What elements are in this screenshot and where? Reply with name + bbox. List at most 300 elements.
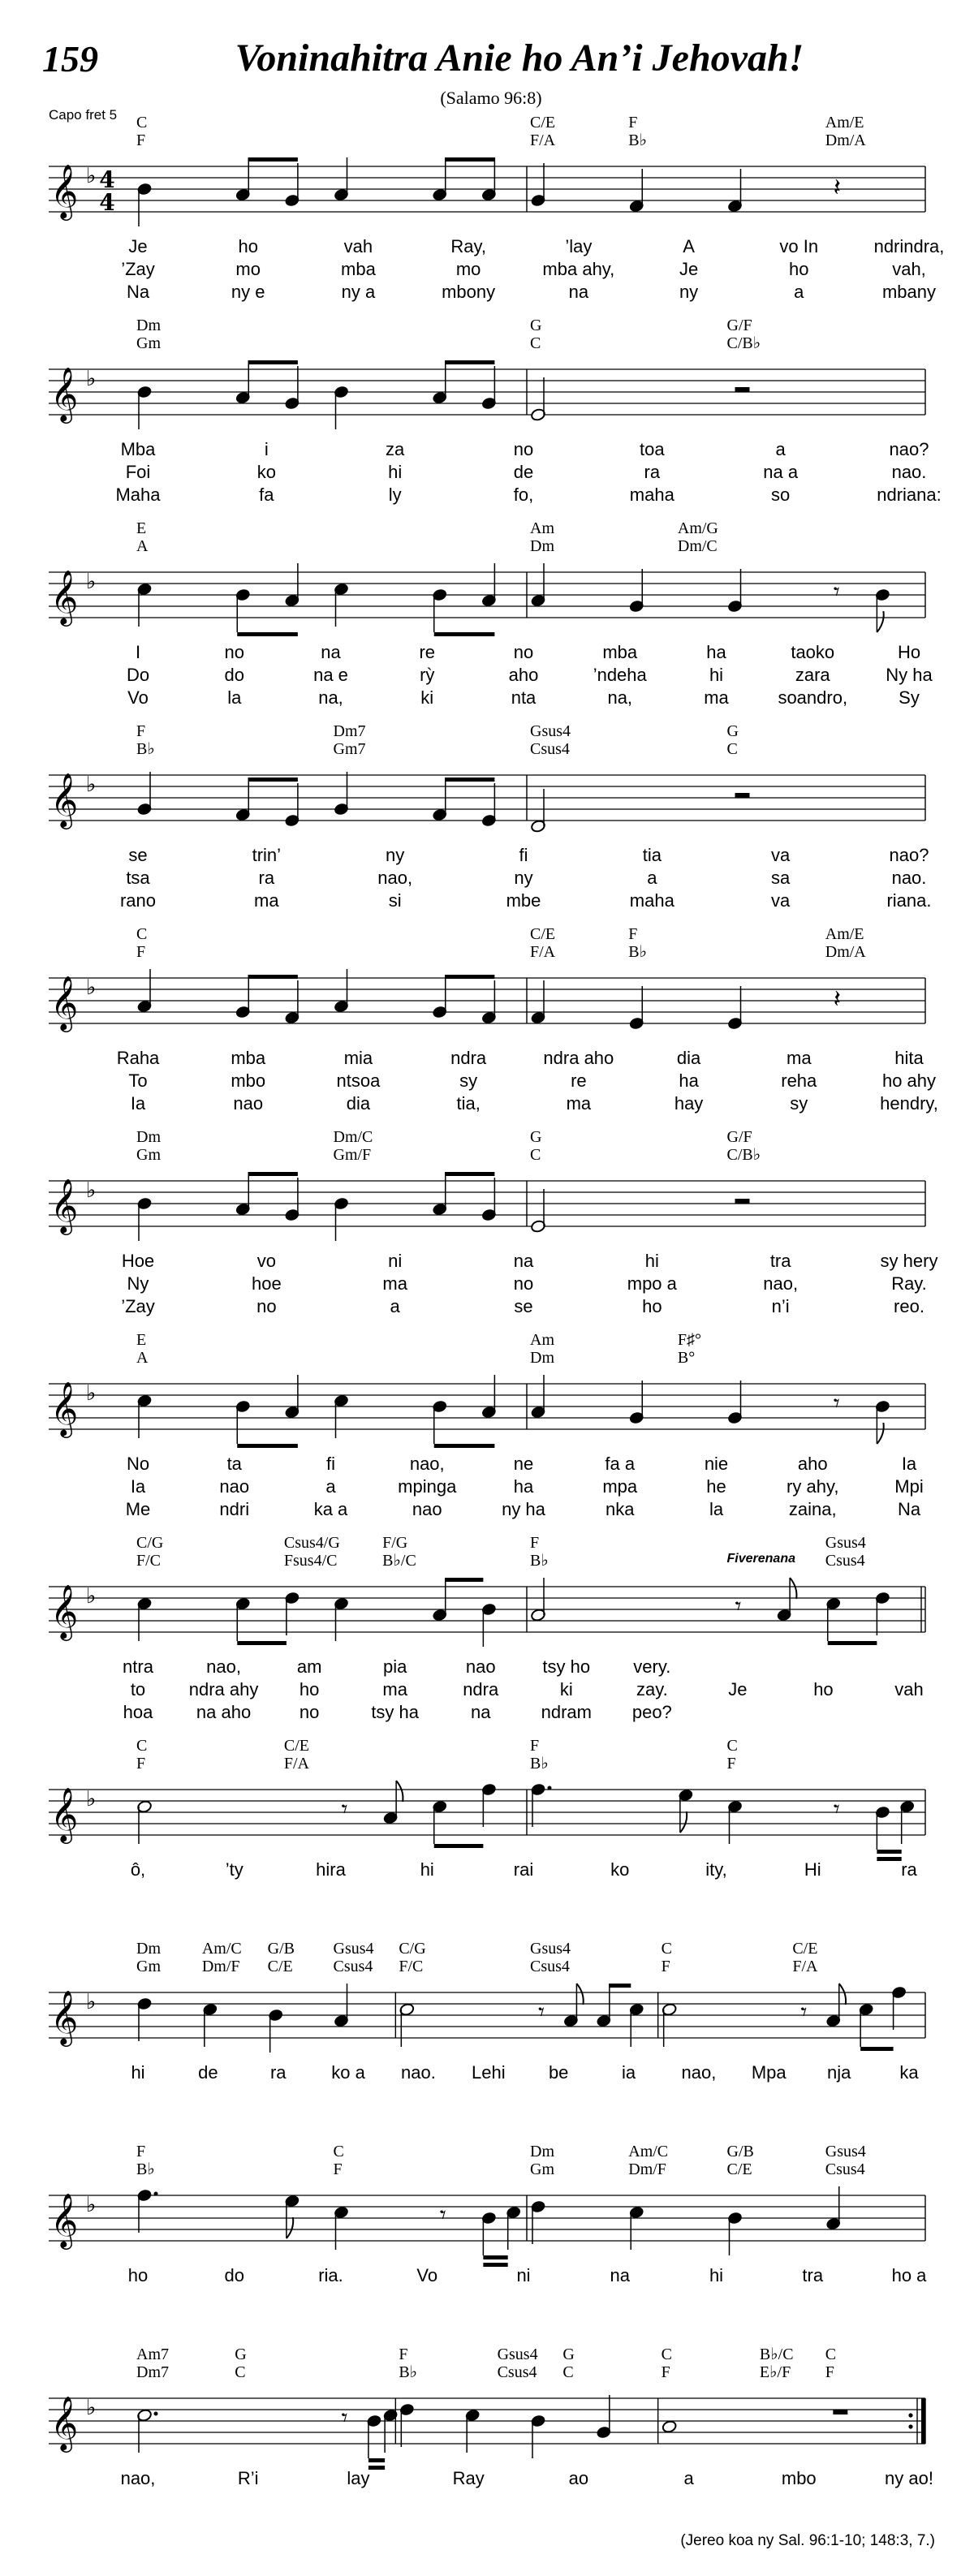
lyric-syllable: am <box>296 1656 322 1677</box>
lyric-syllable: nao, <box>409 1454 445 1474</box>
lyric-syllable: nja <box>826 2062 851 2083</box>
chord-symbol-capo: Csus4 <box>530 740 570 758</box>
chord-symbol-capo: B♭ <box>399 2363 418 2381</box>
note <box>432 1578 447 1622</box>
note <box>899 1800 915 1844</box>
eighth-rest: 𝄾 <box>341 2404 348 2432</box>
chord-symbol-capo: Csus4 <box>825 1552 865 1570</box>
chord-symbol-capo: F <box>136 131 146 149</box>
note <box>383 1781 403 1824</box>
note <box>235 157 251 201</box>
note <box>629 2003 644 2047</box>
note <box>136 2189 157 2233</box>
lyric-syllable: ta <box>226 1454 242 1474</box>
lyric-syllable: ’ty <box>225 1859 244 1880</box>
lyric-syllable: Hoe <box>121 1251 155 1271</box>
lyric-syllable: ’Zay <box>121 1296 155 1316</box>
lyric-syllable: be <box>548 2062 569 2083</box>
eighth-rest: 𝄾 <box>341 1795 348 1824</box>
note <box>284 1375 300 1419</box>
lyric-syllable: ndram <box>541 1702 592 1722</box>
chord-symbol-capo: Dm/F <box>201 1958 240 1975</box>
chord-symbol: G <box>562 2346 575 2363</box>
note <box>284 163 300 207</box>
lyric-syllable: a <box>794 282 804 302</box>
chord-symbol: F <box>530 1534 540 1552</box>
treble-clef: 𝄞 <box>50 163 79 218</box>
note <box>284 563 300 607</box>
note <box>334 2206 349 2250</box>
note <box>432 1800 447 1844</box>
chord-symbol-capo: Csus4 <box>497 2363 537 2381</box>
lyric-syllable: Do <box>126 665 150 685</box>
lyric-syllable: ly <box>388 485 402 505</box>
note <box>530 1578 545 1622</box>
note <box>875 588 890 632</box>
lyric-syllable: la <box>709 1499 724 1519</box>
chord-symbol: G <box>726 722 739 740</box>
chord-symbol-capo: B♭ <box>628 131 648 149</box>
lyric-syllable: no <box>256 1296 277 1316</box>
time-signature <box>99 166 114 216</box>
note <box>334 386 349 429</box>
note <box>481 1783 497 1827</box>
chord-symbol-capo: Gm <box>136 1146 161 1164</box>
lyric-syllable: hendry, <box>880 1093 938 1114</box>
chord-symbol-capo: Csus4 <box>333 1958 373 1975</box>
lyric-syllable: ka <box>899 2062 919 2083</box>
note <box>629 986 644 1030</box>
lyric-syllable: Lehi <box>472 2062 506 2083</box>
staff-system <box>49 114 944 302</box>
note <box>530 980 545 1024</box>
beam <box>483 2255 507 2259</box>
final-barline <box>921 2398 925 2444</box>
lyric-syllable: na e <box>313 665 348 685</box>
lyric-syllable: nao. <box>401 2062 436 2083</box>
note <box>334 1197 349 1241</box>
note <box>777 1578 797 1622</box>
lyric-syllable: a <box>775 439 786 459</box>
beam <box>248 778 298 782</box>
note <box>399 2403 415 2447</box>
chord-symbol: Csus4/G <box>283 1534 340 1552</box>
chord-symbol-capo: Gm <box>530 2160 554 2178</box>
lyric-syllable: fi <box>326 1454 335 1474</box>
lyric-syllable: ma <box>787 1048 812 1068</box>
note <box>727 1381 743 1424</box>
lyric-syllable: a <box>325 1476 336 1497</box>
lyric-syllable: Ia <box>130 1476 146 1497</box>
note <box>284 783 300 827</box>
lyric-syllable: ity, <box>705 1859 727 1880</box>
lyric-syllable: Ho <box>897 642 921 662</box>
lyric-syllable: ho <box>813 1679 834 1699</box>
note <box>235 1400 251 1444</box>
augmentation-dot <box>548 1786 552 1790</box>
lyric-syllable: hita <box>894 1048 924 1068</box>
treble-clef: 𝄞 <box>50 1989 79 2044</box>
beam <box>446 360 495 364</box>
beam <box>248 1172 298 1176</box>
lyric-syllable: to <box>130 1679 146 1699</box>
chord-symbol-capo: F/A <box>283 1755 309 1773</box>
lyric-syllable: pia <box>382 1656 407 1677</box>
note <box>629 1381 644 1424</box>
note <box>136 1394 152 1438</box>
lyric-syllable: ha <box>706 642 726 662</box>
lyric-syllable: mba <box>231 1048 266 1068</box>
lyric-syllable: nie <box>704 1454 729 1474</box>
note <box>334 583 349 627</box>
lyric-syllable: ia <box>621 2062 636 2083</box>
lyric-syllable: do <box>224 2265 244 2285</box>
lyric-syllable: Na <box>897 1499 921 1519</box>
note <box>875 1806 890 1850</box>
lyric-syllable: hi <box>420 1859 434 1880</box>
chord-symbol: G/F <box>726 317 752 334</box>
lyric-syllable: na aho <box>196 1702 252 1722</box>
note <box>662 2003 677 2047</box>
chord-symbol: E <box>136 519 147 537</box>
chord-symbol: Dm <box>136 317 161 334</box>
lyric-syllable: va <box>771 845 791 865</box>
note <box>235 1597 251 1641</box>
lyric-syllable: la <box>227 687 242 708</box>
treble-clef: 𝄞 <box>50 1583 79 1639</box>
lyric-syllable: ho <box>238 236 258 256</box>
chord-symbol: C <box>726 1737 738 1755</box>
key-signature-flat: ♭ <box>86 773 97 797</box>
treble-clef: 𝄞 <box>50 366 79 421</box>
lyric-syllable: ô, <box>130 1859 146 1880</box>
chord-symbol: C/E <box>530 925 556 943</box>
lyric-syllable: reo. <box>894 1296 924 1316</box>
staff-system <box>49 1128 937 1316</box>
lyric-syllable: Maha <box>115 485 161 505</box>
capo-instruction: Capo fret 5 <box>49 107 118 123</box>
eighth-rest: 𝄾 <box>833 1795 840 1824</box>
chord-symbol-capo: Dm/A <box>825 131 866 149</box>
note <box>859 2003 874 2047</box>
note <box>596 2395 611 2439</box>
lyric-syllable: a <box>647 868 657 888</box>
lyric-syllable: nao, <box>206 1656 241 1677</box>
note <box>825 2186 841 2230</box>
lyric-syllable: hoe <box>251 1273 282 1294</box>
lyric-syllable: maha <box>629 485 674 505</box>
chord-symbol-capo: Csus4 <box>530 1958 570 1975</box>
lyric-syllable: taoko <box>791 642 835 662</box>
note <box>334 969 349 1013</box>
chord-symbol: Dm <box>530 2143 554 2160</box>
chord-symbol: F <box>628 925 638 943</box>
lyric-syllable: mpo a <box>627 1273 677 1294</box>
lyric-syllable: aho <box>797 1454 828 1474</box>
beam <box>877 1850 901 1854</box>
lyric-syllable: sa <box>771 868 791 888</box>
lyric-syllable: nao, <box>120 2468 156 2488</box>
lyric-syllable: ndra aho <box>543 1048 614 1068</box>
half-rest <box>735 793 750 798</box>
lyric-syllable: hi <box>131 2062 145 2083</box>
chord-symbol-capo: F <box>661 1958 670 1975</box>
chord-symbol: Gsus4 <box>530 722 571 740</box>
lyric-syllable: vah <box>894 1679 924 1699</box>
chord-symbol-capo: Fsus4/C <box>283 1552 338 1570</box>
beam <box>237 1444 298 1448</box>
chord-symbol: E <box>136 1331 147 1349</box>
chord-symbol: G <box>530 317 542 334</box>
lyric-syllable: Mba <box>120 439 156 459</box>
chord-symbol-capo: F <box>661 2363 670 2381</box>
lyric-syllable: ra <box>901 1859 917 1880</box>
chord-symbol-capo: B♭ <box>530 1552 549 1570</box>
chord-symbol: Gsus4 <box>825 1534 866 1552</box>
lyric-syllable: so <box>771 485 791 505</box>
lyric-syllable: A <box>683 236 695 256</box>
lyric-syllable: mpinga <box>398 1476 457 1497</box>
lyric-syllable: na <box>610 2265 630 2285</box>
staff-system <box>49 1737 925 1880</box>
lyric-syllable: Mpa <box>751 2062 787 2083</box>
lyric-syllable: vah <box>343 236 373 256</box>
note <box>136 1197 152 1241</box>
chord-symbol-capo: Gm/F <box>333 1146 372 1164</box>
lyric-syllable: ny ao! <box>885 2468 933 2488</box>
beam <box>237 632 298 636</box>
lyric-syllable: Vo <box>416 2265 438 2285</box>
lyric-syllable: tia <box>642 845 662 865</box>
lyric-syllable: ma <box>254 890 279 911</box>
lyric-syllable: nao <box>233 1093 264 1114</box>
lyric-syllable: ’ndeha <box>593 665 647 685</box>
lyric-syllable: nao, <box>377 868 413 888</box>
note <box>136 386 152 429</box>
lyric-syllable: mbe <box>506 890 541 911</box>
lyric-syllable: ’Zay <box>121 259 155 279</box>
eighth-rest: 𝄾 <box>800 1998 808 2027</box>
lyric-syllable: Ia <box>901 1454 917 1474</box>
chord-symbol-capo: F/A <box>530 131 556 149</box>
note <box>629 169 644 213</box>
note <box>530 789 545 833</box>
note <box>334 1597 349 1641</box>
chord-symbol-capo: C/E <box>267 1958 293 1975</box>
lyric-syllable: na <box>470 1702 491 1722</box>
quarter-rest: 𝄽 <box>833 985 841 1014</box>
lyric-syllable: se <box>514 1296 533 1316</box>
treble-clef: 𝄞 <box>50 1178 79 1233</box>
staff-system <box>49 519 933 708</box>
beam <box>248 157 298 162</box>
chord-symbol: C <box>136 925 148 943</box>
lyric-syllable: ndra <box>463 1679 499 1699</box>
lyric-syllable: tsa <box>126 868 150 888</box>
note <box>481 1603 497 1647</box>
lyric-syllable: ko <box>256 462 276 482</box>
lyric-syllable: ndra <box>450 1048 487 1068</box>
beam <box>877 1857 901 1861</box>
lyric-syllable: fo, <box>513 485 534 505</box>
note <box>481 157 497 201</box>
note <box>432 360 447 404</box>
note <box>727 2212 743 2255</box>
chord-symbol-capo: C <box>726 740 738 758</box>
chord-symbol-capo: C <box>530 334 541 352</box>
chord-symbol: Dm/C <box>333 1128 373 1146</box>
note <box>284 1592 300 1635</box>
beam <box>368 2458 385 2462</box>
time-signature-bottom: 4 <box>99 189 115 216</box>
lyric-syllable: tra <box>769 1251 791 1271</box>
note <box>825 1984 846 2027</box>
chord-symbol: C/G <box>136 1534 164 1552</box>
chord-symbol-capo: Gm7 <box>333 740 366 758</box>
chord-symbol: F/G <box>382 1534 408 1552</box>
lyric-syllable: sy hery <box>880 1251 938 1271</box>
note <box>136 1800 152 1844</box>
lyric-syllable: ny <box>514 868 533 888</box>
lyric-syllable: ha <box>679 1070 699 1091</box>
lyric-syllable: hi <box>709 665 724 685</box>
lyric-syllable: ndrindra, <box>873 236 945 256</box>
note <box>432 1400 447 1444</box>
chord-symbol: Dm7 <box>333 722 366 740</box>
chord-symbol: Am/C <box>201 1940 242 1958</box>
note <box>202 2003 218 2047</box>
note <box>530 2200 545 2244</box>
lyric-syllable: dia <box>346 1093 371 1114</box>
augmentation-dot <box>154 2192 158 2196</box>
beam <box>860 2047 893 2051</box>
lyric-syllable: no <box>513 642 534 662</box>
chord-symbol-capo: B♭ <box>530 1755 549 1773</box>
note <box>235 588 251 632</box>
treble-clef: 𝄞 <box>50 2395 79 2450</box>
note <box>530 2414 545 2458</box>
lyric-syllable: nao <box>465 1656 496 1677</box>
lyric-syllable: si <box>388 890 402 911</box>
notehead <box>662 2420 677 2434</box>
lyric-syllable: zay. <box>636 1679 668 1699</box>
lyric-syllable: very. <box>633 1656 671 1677</box>
hymn-number: 159 <box>42 38 98 80</box>
note-flag <box>790 1578 796 1599</box>
chord-symbol: Am/E <box>825 925 864 943</box>
note <box>825 1597 841 1641</box>
lyric-syllable: nao? <box>889 439 929 459</box>
key-signature-flat: ♭ <box>86 1178 97 1203</box>
note <box>481 783 497 827</box>
beam <box>483 2263 507 2267</box>
chord-symbol-capo: Dm7 <box>136 2363 169 2381</box>
lyric-syllable: ho <box>789 259 809 279</box>
beam <box>446 1578 484 1582</box>
note <box>629 2206 644 2250</box>
time-signature-top: 4 <box>99 166 115 193</box>
lyric-syllable: ho <box>299 1679 320 1699</box>
lyric-syllable: de <box>513 462 534 482</box>
beam <box>446 778 495 782</box>
beam <box>610 1984 631 1988</box>
eighth-rest: 𝄾 <box>735 1592 742 1621</box>
lyric-syllable: do <box>224 665 244 685</box>
staff-system <box>49 925 938 1114</box>
lyric-syllable: ra <box>644 462 661 482</box>
chord-symbol: C/G <box>399 1940 426 1958</box>
lyric-syllable: mia <box>343 1048 373 1068</box>
chord-symbol: G/B <box>267 1940 295 1958</box>
staff-system <box>49 722 932 911</box>
lyric-syllable: Ny <box>127 1273 149 1294</box>
note <box>530 1189 545 1233</box>
note <box>284 980 300 1024</box>
chord-symbol: F <box>628 114 638 131</box>
repeat-dot <box>908 2424 912 2428</box>
chord-symbol: Am/G <box>677 519 718 537</box>
lyric-syllable: lay <box>347 2468 370 2488</box>
lyric-syllable: Vo <box>127 687 149 708</box>
note-flag <box>576 1984 583 2005</box>
lyric-syllable: se <box>128 845 148 865</box>
lyric-syllable: mo <box>455 259 481 279</box>
lyric-syllable: R’i <box>237 2468 259 2488</box>
chord-symbol-capo: Dm <box>530 537 554 555</box>
lyric-syllable: mbo <box>781 2468 817 2488</box>
note <box>481 980 497 1024</box>
lyric-syllable: zara <box>795 665 830 685</box>
chord-symbol: C <box>136 1737 148 1755</box>
note <box>284 1178 300 1221</box>
key-signature-flat: ♭ <box>86 570 97 594</box>
lyric-syllable: ra <box>269 2062 287 2083</box>
chord-symbol-capo: C/B♭ <box>726 334 761 352</box>
lyric-syllable: de <box>198 2062 218 2083</box>
note <box>563 1984 584 2027</box>
chord-symbol-capo: C <box>235 2363 246 2381</box>
staff-system <box>49 317 942 505</box>
note <box>432 778 447 821</box>
lyric-syllable: Je <box>679 259 699 279</box>
lyric-syllable: tra <box>802 2265 824 2285</box>
staff-system <box>49 1534 925 1722</box>
repeat-dot <box>908 2413 912 2417</box>
note <box>530 1375 545 1419</box>
hymn-subtitle: (Salamo 96:8) <box>440 88 542 108</box>
chord-symbol: G <box>235 2346 247 2363</box>
note <box>481 2212 497 2255</box>
note <box>235 975 251 1019</box>
note <box>136 1997 152 2041</box>
chord-symbol-capo: Dm/A <box>825 943 866 961</box>
lyric-syllable: hira <box>316 1859 346 1880</box>
note <box>481 1178 497 1221</box>
beam <box>248 975 298 979</box>
lyric-syllable: zaina, <box>788 1499 837 1519</box>
lyric-syllable: a <box>390 1296 400 1316</box>
lyric-syllable: na a <box>763 462 799 482</box>
lyric-syllable: he <box>706 1476 726 1497</box>
refrain-label: Fiverenana <box>726 1552 795 1566</box>
lyric-syllable: vo <box>256 1251 276 1271</box>
lyric-syllable: Raha <box>116 1048 160 1068</box>
lyric-syllable: sy <box>459 1070 478 1091</box>
lyric-syllable: no <box>513 439 534 459</box>
lyric-syllable: na <box>513 1251 534 1271</box>
beam <box>434 632 495 636</box>
lyric-syllable: nao, <box>681 2062 717 2083</box>
